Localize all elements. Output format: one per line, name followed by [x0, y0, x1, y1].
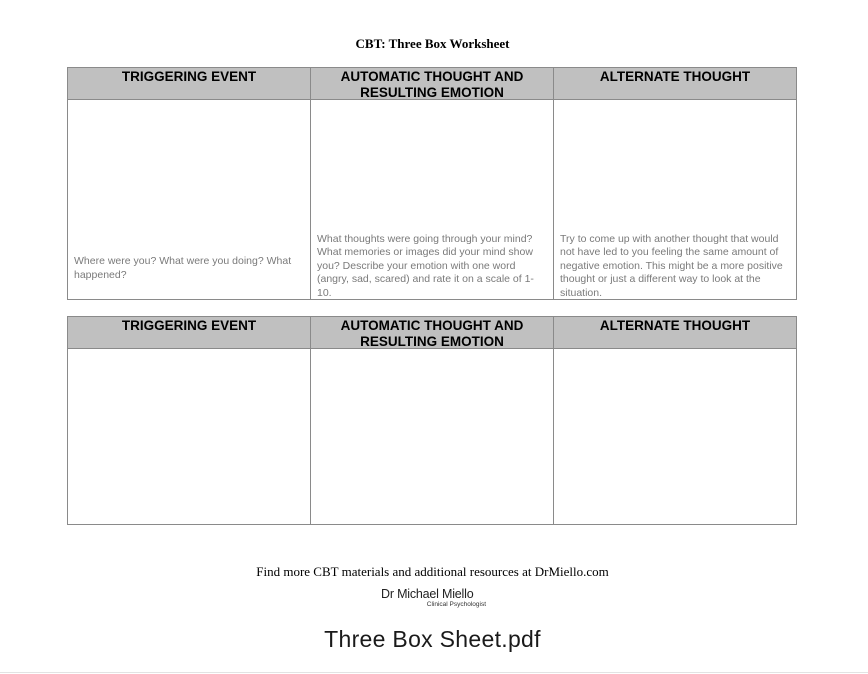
footer-resources-text: Find more CBT materials and additional resources at DrMiello.com — [256, 564, 609, 579]
hint-automatic-thought: What thoughts were going through your mind? What memories or images did your mind show you? Describe your emotion with one word (angry, sad, scared) and rate it on a scale of 1-10. — [317, 232, 534, 299]
worksheet-title: CBT: Three Box Worksheet — [355, 36, 510, 51]
logo-name: Dr Michael Miello — [381, 587, 474, 601]
cell-triggering-event[interactable] — [68, 100, 311, 299]
header-alternate-thought: ALTERNATE THOUGHT — [554, 68, 796, 100]
logo-subtitle: Clinical Psychologist — [426, 601, 486, 608]
hint-alternate-thought: Try to come up with another thought that would not have led to you feeling the same amount of negative emotion. This might be a more positive thought or just a different way to look at the situation. — [560, 232, 783, 299]
cell-automatic-thought[interactable] — [311, 100, 554, 299]
header-triggering-event: TRIGGERING EVENT — [68, 68, 311, 100]
worksheet-table-2 — [67, 316, 797, 525]
hint-triggering-event: Where were you? What were you doing? What happened? — [74, 255, 292, 281]
file-name-label: Three Box Sheet.pdf — [324, 626, 541, 652]
header-alternate-thought: ALTERNATE THOUGHT — [554, 317, 796, 349]
header-triggering-event: TRIGGERING EVENT — [68, 317, 311, 349]
cell-automatic-thought[interactable] — [311, 349, 554, 524]
header-automatic-thought: AUTOMATIC THOUGHT AND RESULTING EMOTION — [311, 317, 554, 349]
worksheet-table-1 — [67, 67, 797, 300]
cell-alternate-thought[interactable] — [554, 100, 796, 299]
cell-alternate-thought[interactable] — [554, 349, 796, 524]
author-logo — [381, 587, 491, 609]
bottom-divider — [0, 672, 868, 673]
cell-triggering-event[interactable] — [68, 349, 311, 524]
header-automatic-thought: AUTOMATIC THOUGHT AND RESULTING EMOTION — [311, 68, 554, 100]
